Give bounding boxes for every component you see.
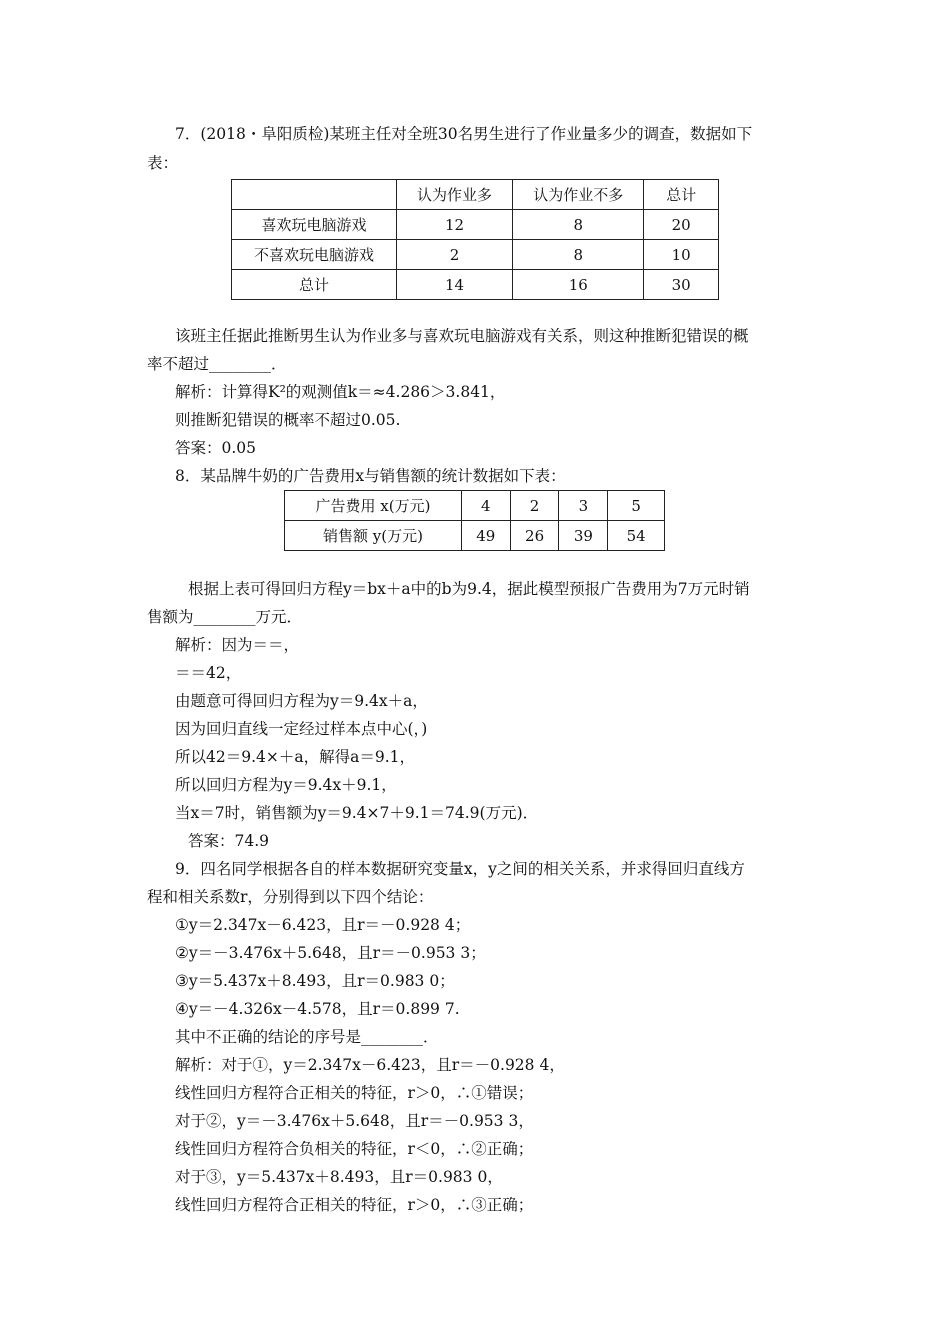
table-cell: 14 (396, 270, 512, 300)
table-row (232, 240, 719, 270)
q8-text-line2: 售额为________万元． (147, 608, 303, 626)
table-cell (232, 180, 397, 210)
table-cell: 10 (644, 240, 719, 270)
q9-stem-line1: 9．四名同学根据各自的样本数据研究变量x，y之间的相关关系，并求得回归直线方 (175, 860, 745, 878)
table-cell: 不喜欢玩电脑游戏 (232, 240, 397, 270)
q8-solution-line: ＝＝42， (175, 664, 242, 682)
q8-table (284, 490, 665, 551)
q8-solution-line: 由题意可得回归方程为y＝9.4x＋a， (175, 692, 428, 710)
table-row (232, 270, 719, 300)
q8-solution-line: 当x＝7时，销售额为y＝9.4×7＋9.1＝74.9(万元)． (175, 804, 539, 822)
q9-item: ①y＝2.347x－6.423，且r＝－0.928 4； (175, 916, 471, 934)
q7-solution-line1: 解析：计算得K²的观测值k＝≈4.286＞3.841， (175, 383, 506, 401)
q8-solution-line: 解析：因为＝＝， (175, 636, 300, 654)
table-row (232, 180, 719, 210)
q9-question: 其中不正确的结论的序号是________． (175, 1028, 439, 1046)
table-cell: 8 (513, 240, 644, 270)
table-row (285, 521, 665, 551)
table-cell: 3 (559, 491, 608, 521)
table-cell: 总计 (644, 180, 719, 210)
q8-solution-line: 因为回归直线一定经过样本点中心(，) (175, 720, 428, 738)
table-cell: 16 (513, 270, 644, 300)
table-cell: 12 (396, 210, 512, 240)
q7-table (231, 179, 719, 300)
table-cell: 49 (461, 521, 510, 551)
table-cell: 20 (644, 210, 719, 240)
q9-solution-line: 线性回归方程符合正相关的特征，r＞0，∴①错误； (175, 1084, 534, 1102)
q7-answer: 答案：0.05 (175, 439, 257, 457)
q9-stem-line2: 程和相关系数r，分别得到以下四个结论： (147, 888, 434, 906)
q9-solution-line: 对于③，y＝5.437x＋8.493，且r＝0.983 0， (175, 1168, 503, 1186)
q7-solution-line2: 则推断犯错误的概率不超过0.05. (175, 411, 401, 429)
q8-text-line1: 根据上表可得回归方程y＝bx＋a中的b为9.4，据此模型预报广告费用为7万元时销 (188, 580, 750, 598)
table-row (285, 491, 665, 521)
table-cell: 4 (461, 491, 510, 521)
table-cell: 26 (510, 521, 559, 551)
table-cell: 认为作业多 (396, 180, 512, 210)
q9-item: ②y＝－3.476x＋5.648，且r＝－0.953 3； (175, 944, 486, 962)
table-cell: 5 (608, 491, 665, 521)
q9-solution-line: 对于②，y＝－3.476x＋5.648，且r＝－0.953 3， (175, 1112, 534, 1130)
q9-solution-line: 线性回归方程符合正相关的特征，r＞0，∴③正确； (175, 1196, 534, 1214)
q7-text-line2: 率不超过________． (147, 355, 287, 373)
q9-item: ③y＝5.437x＋8.493，且r＝0.983 0； (175, 972, 455, 990)
q7-text-line1: 该班主任据此推断男生认为作业多与喜欢玩电脑游戏有关系，则这种推断犯错误的概 (175, 327, 749, 345)
q8-stem: 8．某品牌牛奶的广告费用x与销售额的统计数据如下表： (175, 467, 566, 485)
table-cell: 广告费用 x(万元) (285, 491, 462, 521)
table-cell: 喜欢玩电脑游戏 (232, 210, 397, 240)
table-row (232, 210, 719, 240)
q7-stem-line2: 表： (147, 154, 179, 172)
table-cell: 总计 (232, 270, 397, 300)
table-cell: 2 (396, 240, 512, 270)
q8-answer: 答案：74.9 (188, 832, 270, 850)
table-cell: 39 (559, 521, 608, 551)
table-cell: 认为作业不多 (513, 180, 644, 210)
q9-solution-line: 解析：对于①，y＝2.347x－6.423，且r＝－0.928 4， (175, 1056, 565, 1074)
table-cell: 2 (510, 491, 559, 521)
q9-solution-line: 线性回归方程符合负相关的特征，r＜0，∴②正确； (175, 1140, 534, 1158)
q8-solution-line: 所以42＝9.4×＋a，解得a＝9.1， (175, 748, 415, 766)
table-cell: 54 (608, 521, 665, 551)
table-cell: 8 (513, 210, 644, 240)
table-cell: 销售额 y(万元) (285, 521, 462, 551)
q8-solution-line: 所以回归方程为y＝9.4x＋9.1， (175, 776, 397, 794)
q9-item: ④y＝－4.326x－4.578，且r＝0.899 7. (175, 1000, 460, 1018)
table-cell: 30 (644, 270, 719, 300)
q7-stem-line1: 7．(2018・阜阳质检)某班主任对全班30名男生进行了作业量多少的调查，数据如下 (175, 125, 753, 143)
